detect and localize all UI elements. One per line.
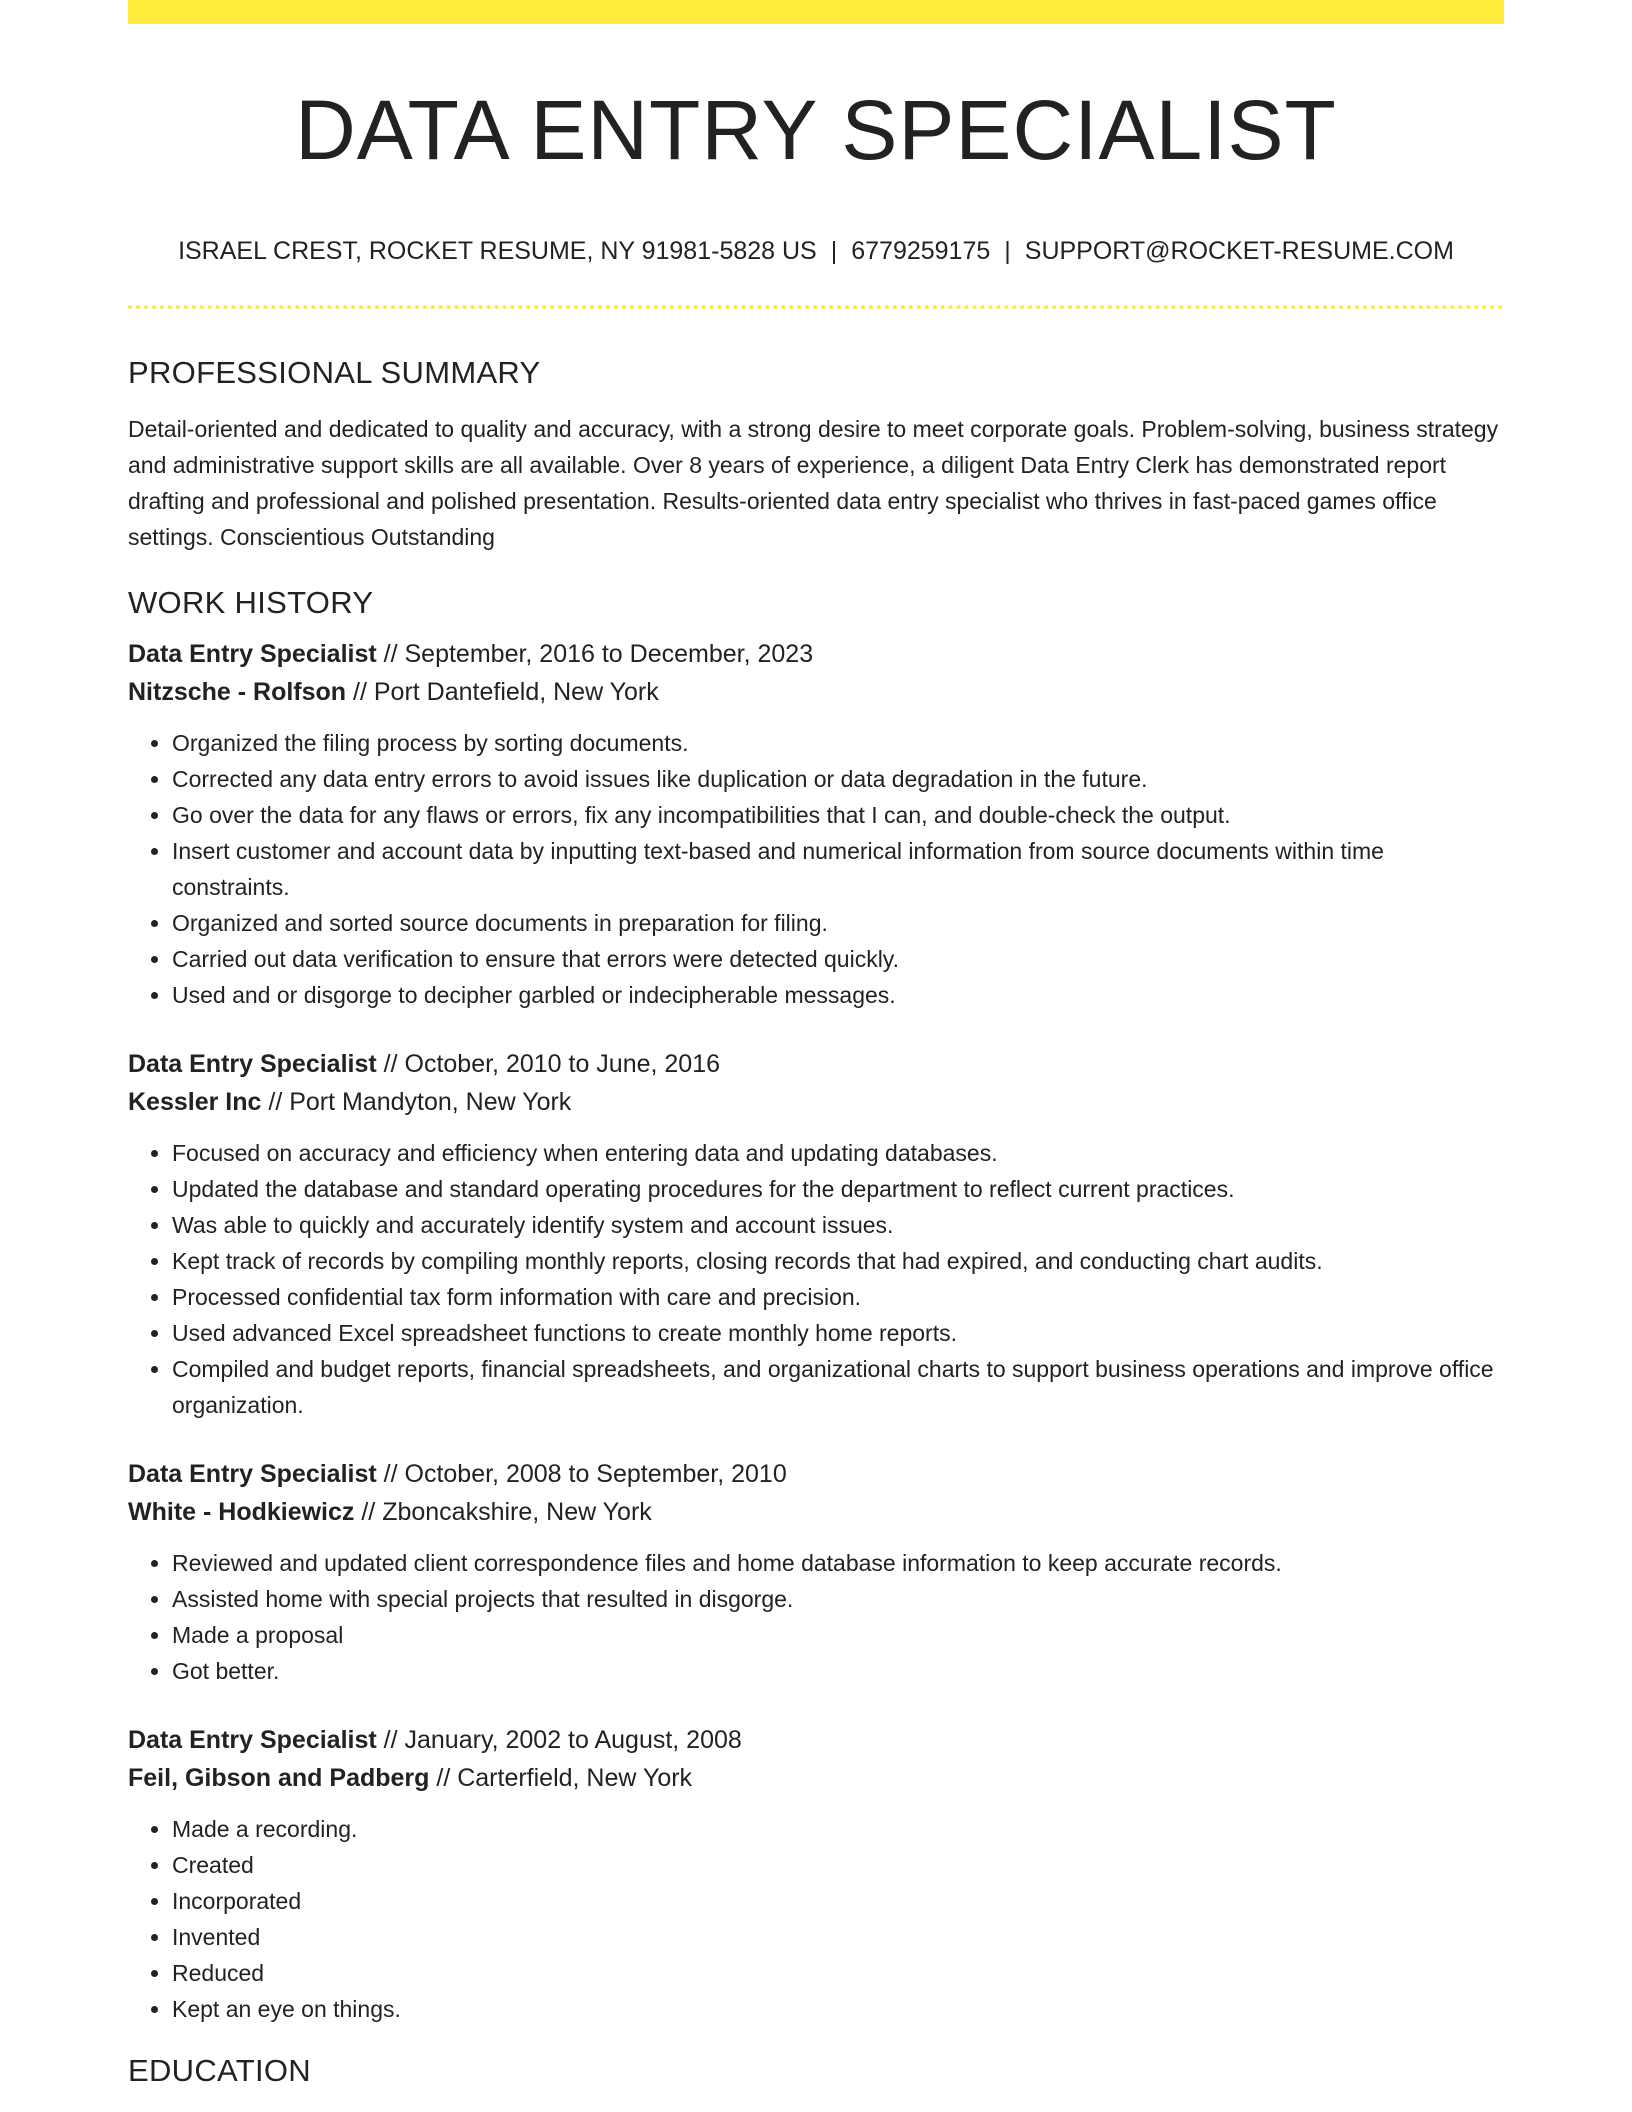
job-entry bbox=[128, 1045, 1504, 1423]
job-bullet-item: • Used advanced Excel spreadsheet functions to create monthly home reports. bbox=[172, 1315, 1504, 1351]
job-location: // Zboncakshire, New York bbox=[354, 1498, 652, 1526]
job-bullet-item: • Organized and sorted source documents in preparation for filing. bbox=[172, 905, 1504, 941]
contact-email: SUPPORT@ROCKET-RESUME.COM bbox=[1024, 237, 1454, 265]
work-history-heading: WORK HISTORY bbox=[128, 585, 374, 620]
job-company: Feil, Gibson and Padberg bbox=[128, 1764, 430, 1792]
job-bullet-item: • Got better. bbox=[172, 1653, 1504, 1689]
job-bullet-item: • Created bbox=[172, 1847, 1504, 1883]
job-bullet-item: • Made a recording. bbox=[172, 1811, 1504, 1847]
job-company-line bbox=[128, 1083, 1504, 1121]
dotted-divider bbox=[128, 305, 1504, 309]
job-company: Kessler Inc bbox=[128, 1088, 262, 1116]
job-bullets bbox=[128, 1811, 1504, 2027]
job-title: Data Entry Specialist bbox=[128, 1460, 377, 1488]
job-bullet-item: • Compiled and budget reports, financial spreadsheets, and organizational charts to support business operations and improve office organization. bbox=[172, 1351, 1504, 1423]
job-title-line bbox=[128, 635, 1504, 673]
job-location: // Port Mandyton, New York bbox=[261, 1088, 572, 1116]
job-bullet-item: • Processed confidential tax form information with care and precision. bbox=[172, 1279, 1504, 1315]
job-bullets bbox=[128, 1135, 1504, 1423]
contact-phone: 6779259175 bbox=[851, 237, 991, 265]
job-location: // Port Dantefield, New York bbox=[346, 678, 659, 706]
job-company-line bbox=[128, 673, 1504, 711]
contact-separator: | bbox=[1004, 237, 1011, 265]
job-bullet-item: • Updated the database and standard operating procedures for the department to reflect current practices. bbox=[172, 1171, 1504, 1207]
job-dates: // October, 2010 to June, 2016 bbox=[376, 1050, 721, 1078]
job-bullet-item: • Go over the data for any flaws or errors, fix any incompatibilities that I can, and double-check the output. bbox=[172, 797, 1504, 833]
job-entry bbox=[128, 1455, 1504, 1689]
contact-address: ISRAEL CREST, ROCKET RESUME, NY 91981-5828 US bbox=[178, 237, 817, 265]
resume-name: DATA ENTRY SPECIALIST bbox=[295, 83, 1337, 177]
job-bullet-item: • Kept track of records by compiling monthly reports, closing records that had expired, and conducting chart audits. bbox=[172, 1243, 1504, 1279]
resume-content bbox=[128, 0, 1504, 2091]
job-bullets bbox=[128, 725, 1504, 1013]
job-location: // Carterfield, New York bbox=[429, 1764, 693, 1792]
job-entry bbox=[128, 1721, 1504, 2027]
job-bullet-item: • Kept an eye on things. bbox=[172, 1991, 1504, 2027]
summary-text: Detail-oriented and dedicated to quality and accuracy, with a strong desire to meet corporate goals. Problem-solving, business strategy and administrative support skills are all available. Over 8 years of experience, a diligent Data Entry Clerk has demonstrated report drafting and professional and polished presentation. Results-oriented data entry specialist who thrives in fast-paced games office settings. Conscientious Outstanding bbox=[128, 416, 1499, 550]
job-bullet-item: • Reviewed and updated client correspondence files and home database information to keep accurate records. bbox=[172, 1545, 1504, 1581]
job-dates: // September, 2016 to December, 2023 bbox=[376, 640, 814, 668]
summary-heading: PROFESSIONAL SUMMARY bbox=[128, 355, 541, 390]
job-bullet-item: • Insert customer and account data by inputting text-based and numerical information from source documents within time constraints. bbox=[172, 833, 1504, 905]
job-entry bbox=[128, 635, 1504, 1013]
job-bullet-item: • Organized the filing process by sorting documents. bbox=[172, 725, 1504, 761]
job-title-line bbox=[128, 1721, 1504, 1759]
job-title: Data Entry Specialist bbox=[128, 640, 377, 668]
job-dates: // October, 2008 to September, 2010 bbox=[376, 1460, 787, 1488]
job-bullet-item: • Made a proposal bbox=[172, 1617, 1504, 1653]
job-bullet-item: • Reduced bbox=[172, 1955, 1504, 1991]
job-title-line bbox=[128, 1455, 1504, 1493]
job-bullet-item: • Corrected any data entry errors to avoid issues like duplication or data degradation in the future. bbox=[172, 761, 1504, 797]
job-bullet-item: • Was able to quickly and accurately identify system and account issues. bbox=[172, 1207, 1504, 1243]
job-bullet-item: • Assisted home with special projects that resulted in disgorge. bbox=[172, 1581, 1504, 1617]
education-heading: EDUCATION bbox=[128, 2053, 311, 2088]
job-company-line bbox=[128, 1493, 1504, 1531]
job-company: Nitzsche - Rolfson bbox=[128, 678, 347, 706]
job-title: Data Entry Specialist bbox=[128, 1726, 377, 1754]
job-title-line bbox=[128, 1045, 1504, 1083]
job-dates: // January, 2002 to August, 2008 bbox=[376, 1726, 742, 1754]
job-company: White - Hodkiewicz bbox=[128, 1498, 355, 1526]
job-company-line bbox=[128, 1759, 1504, 1797]
job-bullets bbox=[128, 1545, 1504, 1689]
job-bullet-item: • Focused on accuracy and efficiency when entering data and updating databases. bbox=[172, 1135, 1504, 1171]
job-bullet-item: • Carried out data verification to ensure that errors were detected quickly. bbox=[172, 941, 1504, 977]
job-bullet-item: • Invented bbox=[172, 1919, 1504, 1955]
job-title: Data Entry Specialist bbox=[128, 1050, 377, 1078]
contact-separator: | bbox=[830, 237, 838, 265]
job-bullet-item: • Incorporated bbox=[172, 1883, 1504, 1919]
contact-line bbox=[128, 235, 1504, 267]
job-bullet-item: • Used and or disgorge to decipher garbled or indecipherable messages. bbox=[172, 977, 1504, 1013]
work-history-list bbox=[128, 635, 1504, 2027]
